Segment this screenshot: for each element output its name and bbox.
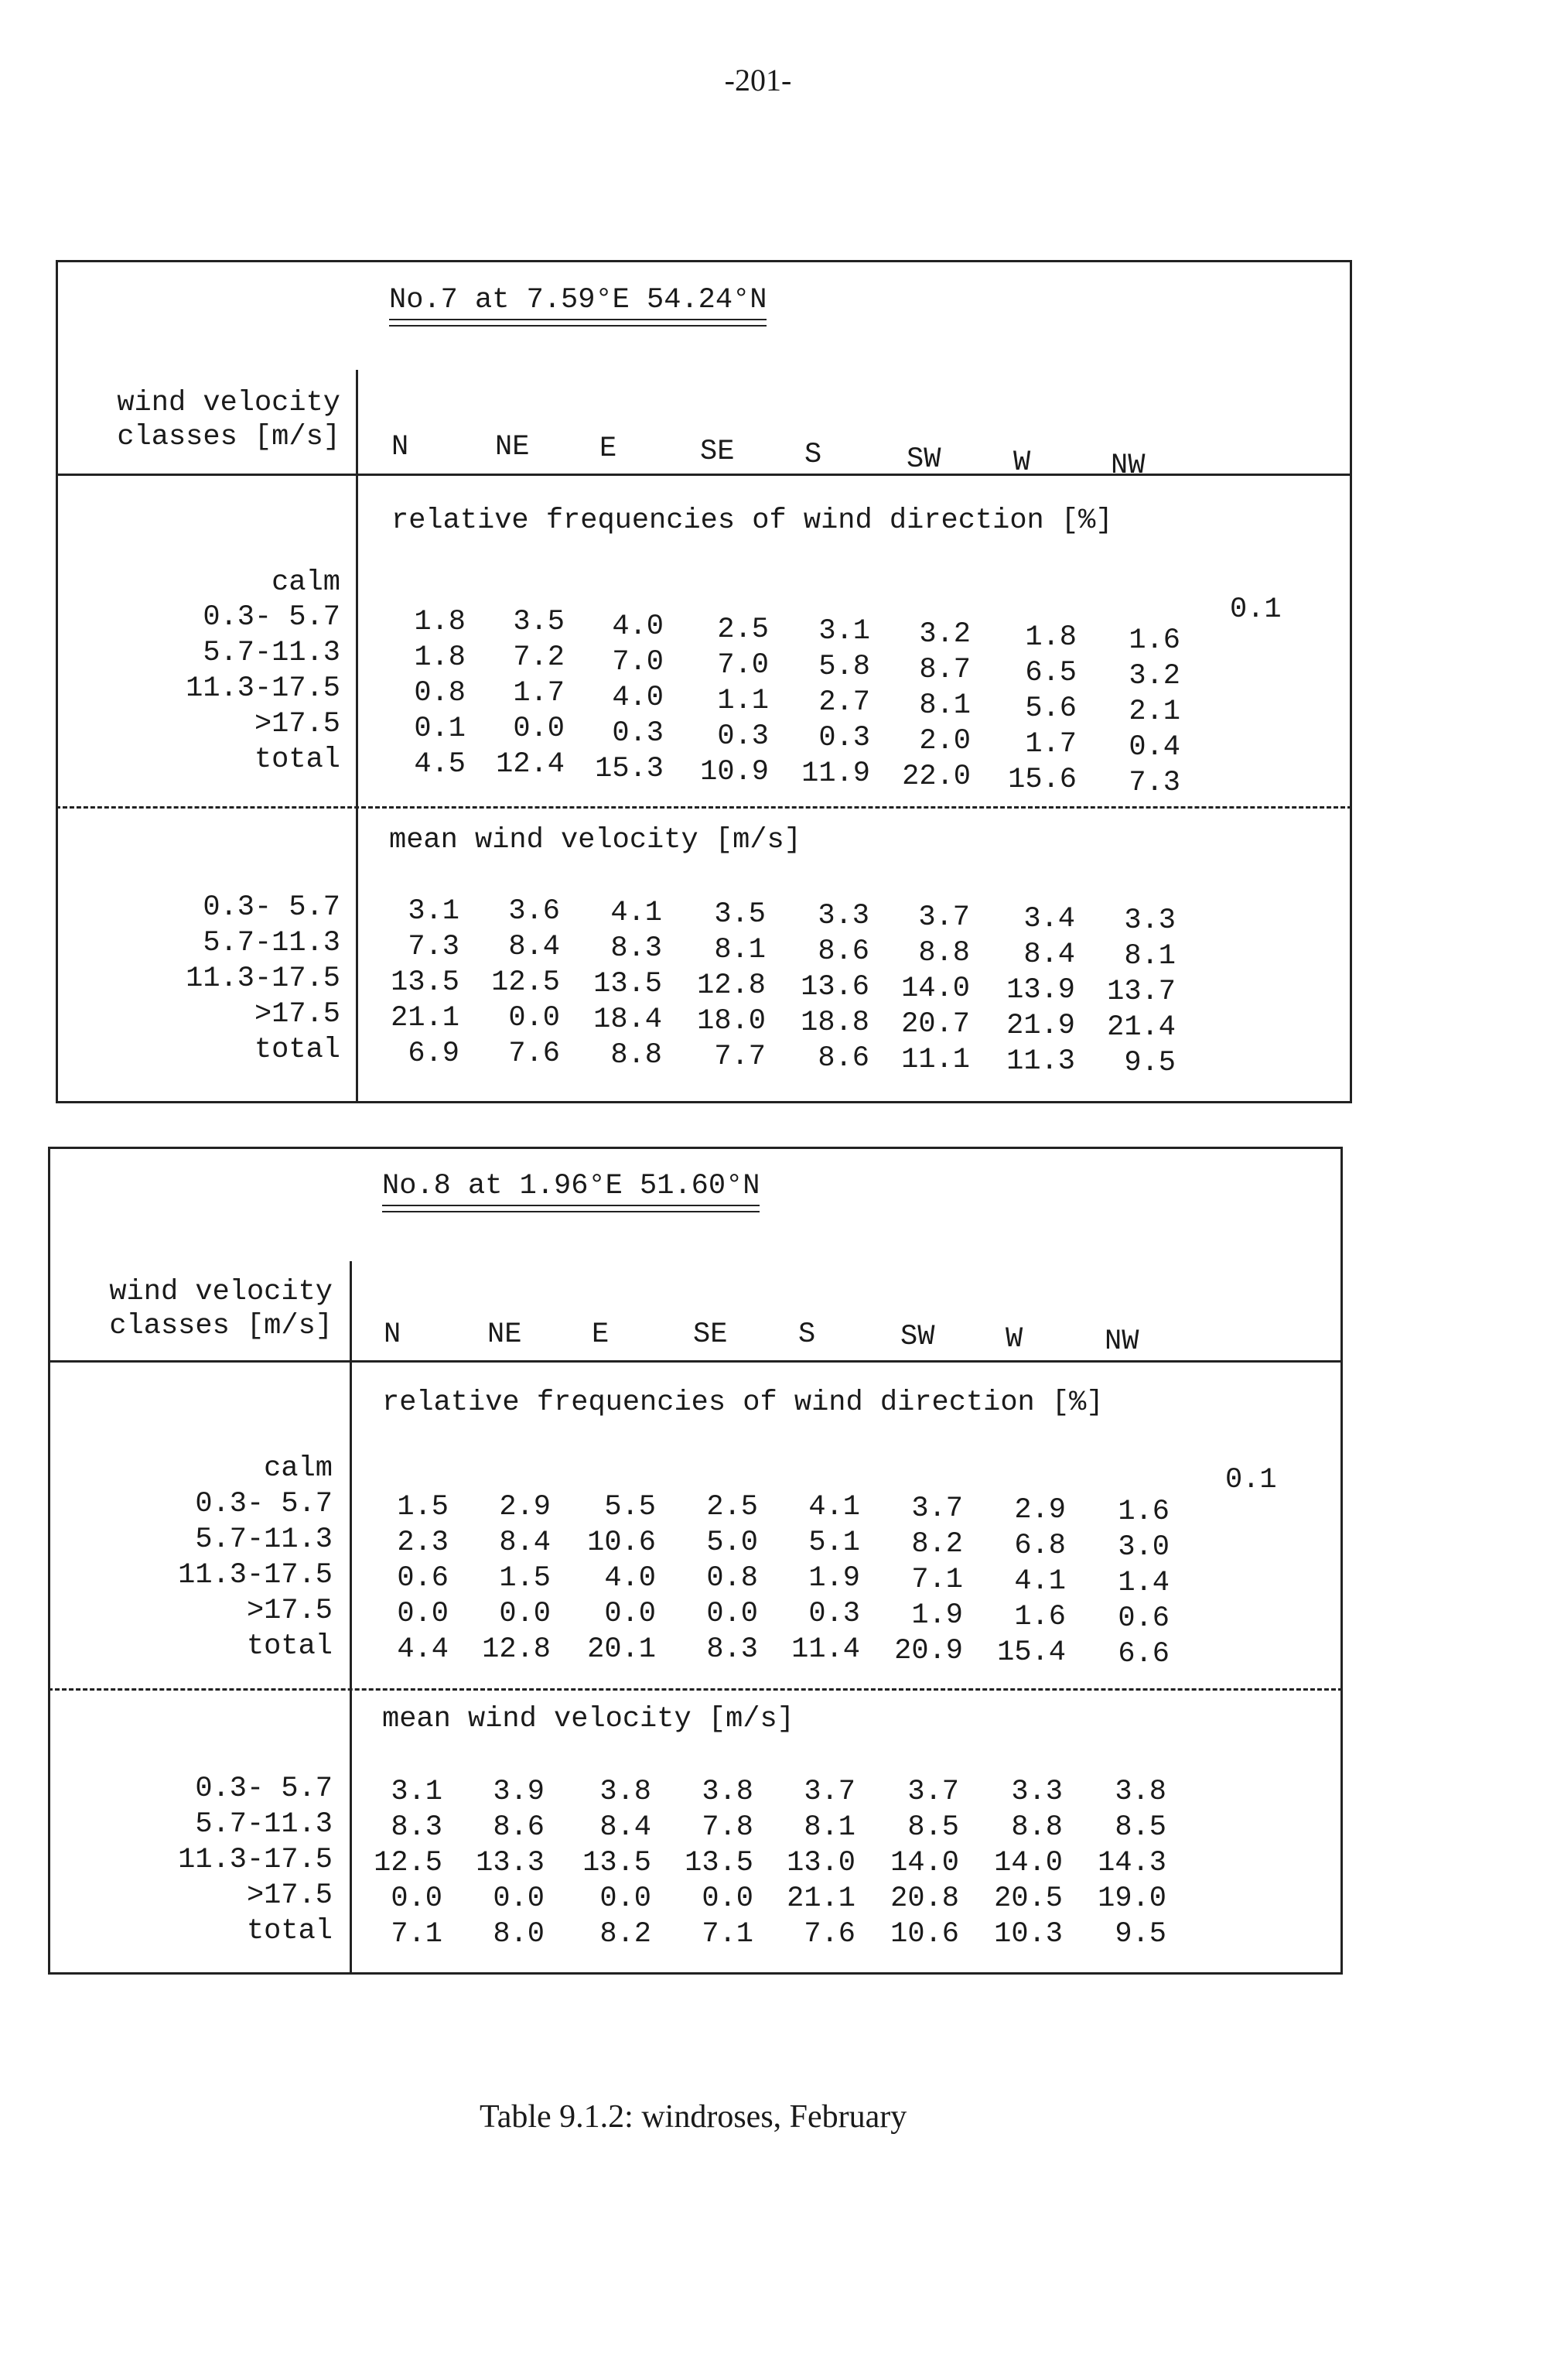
velocity-class-label: 5.7-11.3 xyxy=(195,1808,333,1841)
velocity-class-label: 11.3-17.5 xyxy=(186,672,340,705)
mean-velocity-value-cell: 13.6 xyxy=(801,971,869,1004)
frequency-value-cell: 3.2 xyxy=(919,618,971,651)
mean-velocity-value-cell: 8.4 xyxy=(508,931,560,963)
frequency-value-cell: 8.7 xyxy=(919,654,971,686)
mean-velocity-value-cell: 18.4 xyxy=(593,1004,662,1036)
mean-velocity-value-cell: 4.1 xyxy=(610,897,662,929)
mean-velocity-value-cell: 10.6 xyxy=(890,1918,959,1951)
mean-velocity-value-cell: 7.6 xyxy=(804,1918,855,1951)
mean-velocity-value-cell: 13.5 xyxy=(685,1847,753,1879)
velocity-class-label: total xyxy=(246,1915,333,1947)
velocity-class-label: total xyxy=(254,744,340,776)
mean-velocity-value-cell: 7.1 xyxy=(702,1918,753,1951)
frequency-value-cell: 0.0 xyxy=(499,1598,551,1630)
mean-velocity-value-cell: 14.0 xyxy=(994,1847,1063,1879)
section-divider xyxy=(56,806,1352,809)
section-divider xyxy=(48,1688,1343,1691)
mean-velocity-value-cell: 7.3 xyxy=(408,931,459,963)
mean-velocity-value-cell: 13.3 xyxy=(476,1847,545,1879)
velocity-class-label: total xyxy=(246,1630,333,1663)
direction-header-se: SE xyxy=(700,436,735,468)
header-divider xyxy=(48,1360,1343,1363)
calm-label: calm xyxy=(271,566,340,599)
frequency-value-cell: 2.3 xyxy=(397,1527,449,1559)
frequency-value-cell: 0.4 xyxy=(1129,731,1180,764)
mean-velocity-value-cell: 7.7 xyxy=(714,1041,766,1073)
mean-velocity-value-cell: 11.3 xyxy=(1006,1045,1075,1078)
mean-velocity-value-cell: 9.5 xyxy=(1124,1047,1176,1079)
velocity-class-label: 5.7-11.3 xyxy=(195,1523,333,1556)
station-title xyxy=(389,286,767,315)
frequency-value-cell: 15.4 xyxy=(997,1636,1066,1669)
mean-velocity-value-cell: 8.3 xyxy=(391,1811,442,1844)
calm-value: 0.1 xyxy=(1230,593,1282,626)
velocity-class-label: total xyxy=(254,1034,340,1066)
direction-header-w: W xyxy=(1006,1323,1023,1356)
header-label-line1: wind velocity xyxy=(117,387,340,419)
frequency-value-cell: 1.5 xyxy=(397,1491,449,1523)
frequency-value-cell: 3.2 xyxy=(1129,660,1180,692)
frequency-value-cell: 7.3 xyxy=(1129,767,1180,799)
mean-velocity-value-cell: 8.8 xyxy=(918,937,970,969)
mean-velocity-value-cell: 14.0 xyxy=(901,973,970,1005)
mean-velocity-value-cell: 20.8 xyxy=(890,1882,959,1915)
frequency-value-cell: 8.4 xyxy=(499,1527,551,1559)
frequency-value-cell: 1.6 xyxy=(1014,1601,1066,1633)
station-title xyxy=(382,1172,760,1201)
frequency-value-cell: 0.8 xyxy=(414,677,466,710)
mean-velocity-value-cell: 8.1 xyxy=(1124,940,1176,973)
mean-velocity-value-cell: 21.1 xyxy=(391,1002,459,1034)
mean-velocity-value-cell: 8.1 xyxy=(804,1811,855,1844)
mean-velocity-value-cell: 12.5 xyxy=(374,1847,442,1879)
mean-velocity-value-cell: 0.0 xyxy=(391,1882,442,1915)
frequency-value-cell: 1.9 xyxy=(808,1562,860,1595)
mean-velocity-value-cell: 8.3 xyxy=(610,932,662,965)
direction-header-e: E xyxy=(592,1318,610,1351)
frequency-value-cell: 6.6 xyxy=(1118,1638,1170,1670)
frequency-value-cell: 0.3 xyxy=(818,722,870,754)
direction-header-s: S xyxy=(798,1318,816,1351)
header-label-line2: classes [m/s] xyxy=(117,421,340,453)
mean-velocity-value-cell: 10.3 xyxy=(994,1918,1063,1951)
mean-velocity-value-cell: 21.1 xyxy=(787,1882,855,1915)
frequency-value-cell: 2.5 xyxy=(717,614,769,646)
mean-velocity-value-cell: 3.6 xyxy=(508,895,560,928)
frequency-value-cell: 3.7 xyxy=(911,1493,963,1525)
mean-velocity-value-cell: 0.0 xyxy=(599,1882,651,1915)
frequency-value-cell: 8.2 xyxy=(911,1528,963,1561)
mean-velocity-value-cell: 8.0 xyxy=(493,1918,545,1951)
velocity-class-label: 0.3- 5.7 xyxy=(195,1488,333,1520)
frequency-value-cell: 10.9 xyxy=(700,756,769,788)
mean-velocity-value-cell: 11.1 xyxy=(901,1044,970,1076)
mean-section-heading: mean wind velocity [m/s] xyxy=(382,1703,794,1735)
direction-header-w: W xyxy=(1013,446,1031,479)
mean-section-heading: mean wind velocity [m/s] xyxy=(389,824,801,857)
header-label-line1: wind velocity xyxy=(109,1276,333,1308)
velocity-class-label: 5.7-11.3 xyxy=(203,637,340,669)
mean-velocity-value-cell: 8.6 xyxy=(818,935,869,968)
frequency-value-cell: 12.4 xyxy=(496,748,565,781)
frequency-value-cell: 1.8 xyxy=(414,606,466,638)
frequency-value-cell: 1.6 xyxy=(1129,624,1180,657)
frequency-value-cell: 4.0 xyxy=(604,1562,656,1595)
frequency-value-cell: 3.5 xyxy=(513,606,565,638)
mean-velocity-value-cell: 8.2 xyxy=(599,1918,651,1951)
frequency-value-cell: 11.4 xyxy=(791,1633,860,1666)
mean-velocity-value-cell: 7.8 xyxy=(702,1811,753,1844)
velocity-class-label: 5.7-11.3 xyxy=(203,927,340,959)
mean-velocity-value-cell: 3.7 xyxy=(804,1776,855,1808)
frequency-value-cell: 1.7 xyxy=(513,677,565,710)
frequency-value-cell: 3.0 xyxy=(1118,1531,1170,1564)
velocity-class-label: 11.3-17.5 xyxy=(186,963,340,995)
mean-velocity-value-cell: 8.4 xyxy=(599,1811,651,1844)
direction-header-e: E xyxy=(599,433,617,465)
mean-velocity-value-cell: 0.0 xyxy=(508,1002,560,1034)
mean-velocity-value-cell: 12.8 xyxy=(697,969,766,1002)
frequency-value-cell: 2.9 xyxy=(499,1491,551,1523)
mean-velocity-value-cell: 13.0 xyxy=(787,1847,855,1879)
mean-velocity-value-cell: 8.5 xyxy=(907,1811,959,1844)
frequency-value-cell: 4.0 xyxy=(612,682,664,714)
frequency-value-cell: 0.8 xyxy=(706,1562,758,1595)
frequency-value-cell: 0.0 xyxy=(513,713,565,745)
mean-velocity-value-cell: 18.0 xyxy=(697,1005,766,1038)
mean-velocity-value-cell: 8.8 xyxy=(1011,1811,1063,1844)
direction-header-n: N xyxy=(384,1318,401,1351)
frequency-value-cell: 2.7 xyxy=(818,686,870,719)
frequency-value-cell: 0.6 xyxy=(397,1562,449,1595)
frequency-value-cell: 1.8 xyxy=(414,641,466,674)
mean-velocity-value-cell: 20.7 xyxy=(901,1008,970,1041)
velocity-class-label: >17.5 xyxy=(246,1879,333,1912)
frequency-value-cell: 0.0 xyxy=(706,1598,758,1630)
velocity-class-label: >17.5 xyxy=(246,1595,333,1627)
mean-velocity-value-cell: 3.5 xyxy=(714,898,766,931)
mean-velocity-value-cell: 8.5 xyxy=(1115,1811,1166,1844)
mean-velocity-value-cell: 3.9 xyxy=(493,1776,545,1808)
station-title-text: No.8 at 1.96°E 51.60°N xyxy=(382,1170,760,1202)
mean-velocity-value-cell: 13.5 xyxy=(582,1847,651,1879)
frequency-section-heading: relative frequencies of wind direction [%] xyxy=(391,504,1113,537)
frequency-value-cell: 15.3 xyxy=(595,753,664,785)
frequency-value-cell: 2.0 xyxy=(919,725,971,757)
velocity-class-label: 0.3- 5.7 xyxy=(203,601,340,634)
frequency-value-cell: 0.3 xyxy=(612,717,664,750)
velocity-class-label: 0.3- 5.7 xyxy=(195,1773,333,1805)
mean-velocity-value-cell: 21.9 xyxy=(1006,1010,1075,1042)
mean-velocity-value-cell: 9.5 xyxy=(1115,1918,1166,1951)
frequency-value-cell: 0.1 xyxy=(414,713,466,745)
mean-velocity-value-cell: 3.1 xyxy=(408,895,459,928)
frequency-value-cell: 4.1 xyxy=(808,1491,860,1523)
header-label-line2: classes [m/s] xyxy=(109,1310,333,1342)
frequency-section-heading: relative frequencies of wind direction [%] xyxy=(382,1387,1104,1419)
mean-velocity-value-cell: 3.3 xyxy=(818,900,869,932)
frequency-value-cell: 6.5 xyxy=(1025,657,1077,689)
mean-velocity-value-cell: 8.6 xyxy=(818,1042,869,1075)
station-title-text: No.7 at 7.59°E 54.24°N xyxy=(389,284,767,316)
frequency-value-cell: 4.0 xyxy=(612,610,664,643)
mean-velocity-value-cell: 13.5 xyxy=(593,968,662,1000)
table-caption: Table 9.1.2: windroses, February xyxy=(480,2099,907,2135)
frequency-value-cell: 7.0 xyxy=(612,646,664,679)
mean-velocity-value-cell: 0.0 xyxy=(493,1882,545,1915)
mean-velocity-value-cell: 20.5 xyxy=(994,1882,1063,1915)
frequency-value-cell: 1.7 xyxy=(1025,728,1077,761)
frequency-value-cell: 5.5 xyxy=(604,1491,656,1523)
frequency-value-cell: 22.0 xyxy=(902,761,971,793)
frequency-value-cell: 5.6 xyxy=(1025,692,1077,725)
direction-header-ne: NE xyxy=(495,431,530,463)
direction-header-se: SE xyxy=(693,1318,728,1351)
mean-velocity-value-cell: 21.4 xyxy=(1107,1011,1176,1044)
frequency-value-cell: 15.6 xyxy=(1008,764,1077,796)
velocity-class-label: >17.5 xyxy=(254,998,340,1031)
mean-velocity-value-cell: 8.8 xyxy=(610,1039,662,1072)
mean-velocity-value-cell: 14.0 xyxy=(890,1847,959,1879)
mean-velocity-value-cell: 8.4 xyxy=(1023,939,1075,971)
direction-header-n: N xyxy=(391,431,409,463)
page-number: -201- xyxy=(724,63,792,97)
frequency-value-cell: 1.8 xyxy=(1025,621,1077,654)
direction-header-nw: NW xyxy=(1105,1325,1139,1358)
frequency-value-cell: 20.9 xyxy=(894,1635,963,1667)
frequency-value-cell: 5.1 xyxy=(808,1527,860,1559)
direction-header-sw: SW xyxy=(900,1321,935,1353)
direction-header-nw: NW xyxy=(1111,450,1146,482)
header-divider xyxy=(56,474,1352,476)
frequency-value-cell: 7.2 xyxy=(513,641,565,674)
mean-velocity-value-cell: 14.3 xyxy=(1098,1847,1166,1879)
frequency-value-cell: 2.5 xyxy=(706,1491,758,1523)
mean-velocity-value-cell: 3.3 xyxy=(1124,904,1176,937)
velocity-class-label: >17.5 xyxy=(254,708,340,740)
frequency-value-cell: 20.1 xyxy=(587,1633,656,1666)
frequency-value-cell: 8.3 xyxy=(706,1633,758,1666)
frequency-value-cell: 1.4 xyxy=(1118,1567,1170,1599)
frequency-value-cell: 1.9 xyxy=(911,1599,963,1632)
mean-velocity-value-cell: 3.8 xyxy=(599,1776,651,1808)
direction-header-s: S xyxy=(804,439,822,471)
frequency-value-cell: 2.9 xyxy=(1014,1494,1066,1527)
mean-velocity-value-cell: 18.8 xyxy=(801,1007,869,1039)
frequency-value-cell: 4.5 xyxy=(414,748,466,781)
frequency-value-cell: 0.0 xyxy=(604,1598,656,1630)
velocity-class-label: 0.3- 5.7 xyxy=(203,891,340,924)
frequency-value-cell: 10.6 xyxy=(587,1527,656,1559)
frequency-value-cell: 0.3 xyxy=(717,720,769,753)
mean-velocity-value-cell: 6.9 xyxy=(408,1038,459,1070)
frequency-value-cell: 2.1 xyxy=(1129,696,1180,728)
frequency-value-cell: 11.9 xyxy=(801,757,870,790)
frequency-value-cell: 3.1 xyxy=(818,615,870,648)
frequency-value-cell: 8.1 xyxy=(919,689,971,722)
frequency-value-cell: 7.1 xyxy=(911,1564,963,1596)
velocity-class-label: 11.3-17.5 xyxy=(178,1559,333,1592)
mean-velocity-value-cell: 7.1 xyxy=(391,1918,442,1951)
mean-velocity-value-cell: 3.3 xyxy=(1011,1776,1063,1808)
mean-velocity-value-cell: 13.9 xyxy=(1006,974,1075,1007)
mean-velocity-value-cell: 0.0 xyxy=(702,1882,753,1915)
mean-velocity-value-cell: 3.8 xyxy=(1115,1776,1166,1808)
frequency-value-cell: 7.0 xyxy=(717,649,769,682)
velocity-class-label: 11.3-17.5 xyxy=(178,1844,333,1876)
frequency-value-cell: 12.8 xyxy=(482,1633,551,1666)
mean-velocity-value-cell: 3.7 xyxy=(918,901,970,934)
mean-velocity-value-cell: 3.4 xyxy=(1023,903,1075,935)
frequency-value-cell: 0.3 xyxy=(808,1598,860,1630)
mean-velocity-value-cell: 8.6 xyxy=(493,1811,545,1844)
mean-velocity-value-cell: 13.7 xyxy=(1107,976,1176,1008)
mean-velocity-value-cell: 3.8 xyxy=(702,1776,753,1808)
mean-velocity-value-cell: 7.6 xyxy=(508,1038,560,1070)
frequency-value-cell: 1.6 xyxy=(1118,1496,1170,1528)
frequency-value-cell: 4.4 xyxy=(397,1633,449,1666)
frequency-value-cell: 5.8 xyxy=(818,651,870,683)
mean-velocity-value-cell: 13.5 xyxy=(391,966,459,999)
mean-velocity-value-cell: 3.7 xyxy=(907,1776,959,1808)
frequency-value-cell: 0.6 xyxy=(1118,1602,1170,1635)
mean-velocity-value-cell: 12.5 xyxy=(491,966,560,999)
frequency-value-cell: 0.0 xyxy=(397,1598,449,1630)
frequency-value-cell: 1.5 xyxy=(499,1562,551,1595)
direction-header-ne: NE xyxy=(487,1318,522,1351)
calm-label: calm xyxy=(264,1452,333,1485)
direction-header-sw: SW xyxy=(907,443,941,476)
mean-velocity-value-cell: 19.0 xyxy=(1098,1882,1166,1915)
frequency-value-cell: 4.1 xyxy=(1014,1565,1066,1598)
frequency-value-cell: 6.8 xyxy=(1014,1530,1066,1562)
calm-value: 0.1 xyxy=(1225,1464,1277,1496)
mean-velocity-value-cell: 8.1 xyxy=(714,934,766,966)
mean-velocity-value-cell: 3.1 xyxy=(391,1776,442,1808)
frequency-value-cell: 1.1 xyxy=(717,685,769,717)
frequency-value-cell: 5.0 xyxy=(706,1527,758,1559)
